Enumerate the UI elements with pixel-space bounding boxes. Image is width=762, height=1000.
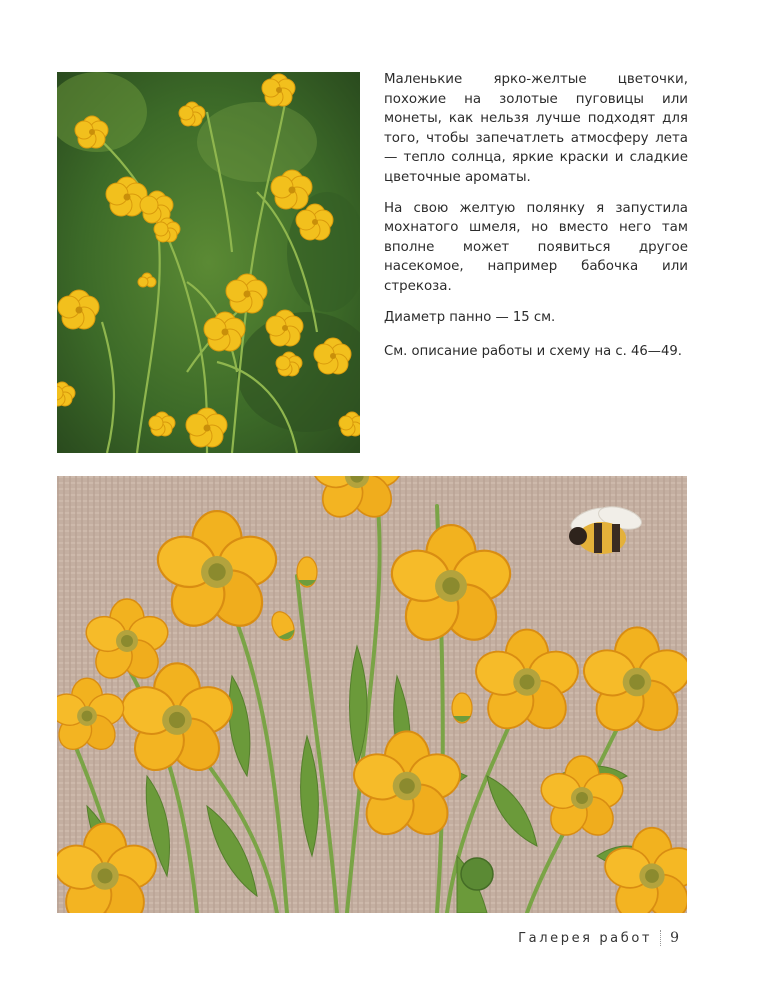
paragraph-bumblebee: На свою желтую полянку я запустила мохнатого шмеля, но вместо него там вполне может появиться другое насекомое, например бабочка или стрекоза. <box>384 200 688 294</box>
footer-divider <box>660 930 661 946</box>
embroidery-photo <box>57 476 687 913</box>
pattern-reference: См. описание работы и схему на с. 46—49. <box>384 344 682 360</box>
diameter-note: Диаметр панно — 15 см. <box>384 309 556 325</box>
page-number: 9 <box>670 930 679 946</box>
section-title: Галерея работ <box>518 930 653 946</box>
page-footer <box>518 928 679 948</box>
article-text <box>384 70 688 377</box>
paragraph-intro: Маленькие ярко-желтые цветочки, похожие на золотые пуговицы или монеты, как нельзя лучше подходят для того, чтобы запечатлеть атмосферу лета — тепло солнца, яркие краски и сладкие цветочные ароматы. <box>384 72 688 185</box>
buttercup-photo <box>57 72 360 453</box>
